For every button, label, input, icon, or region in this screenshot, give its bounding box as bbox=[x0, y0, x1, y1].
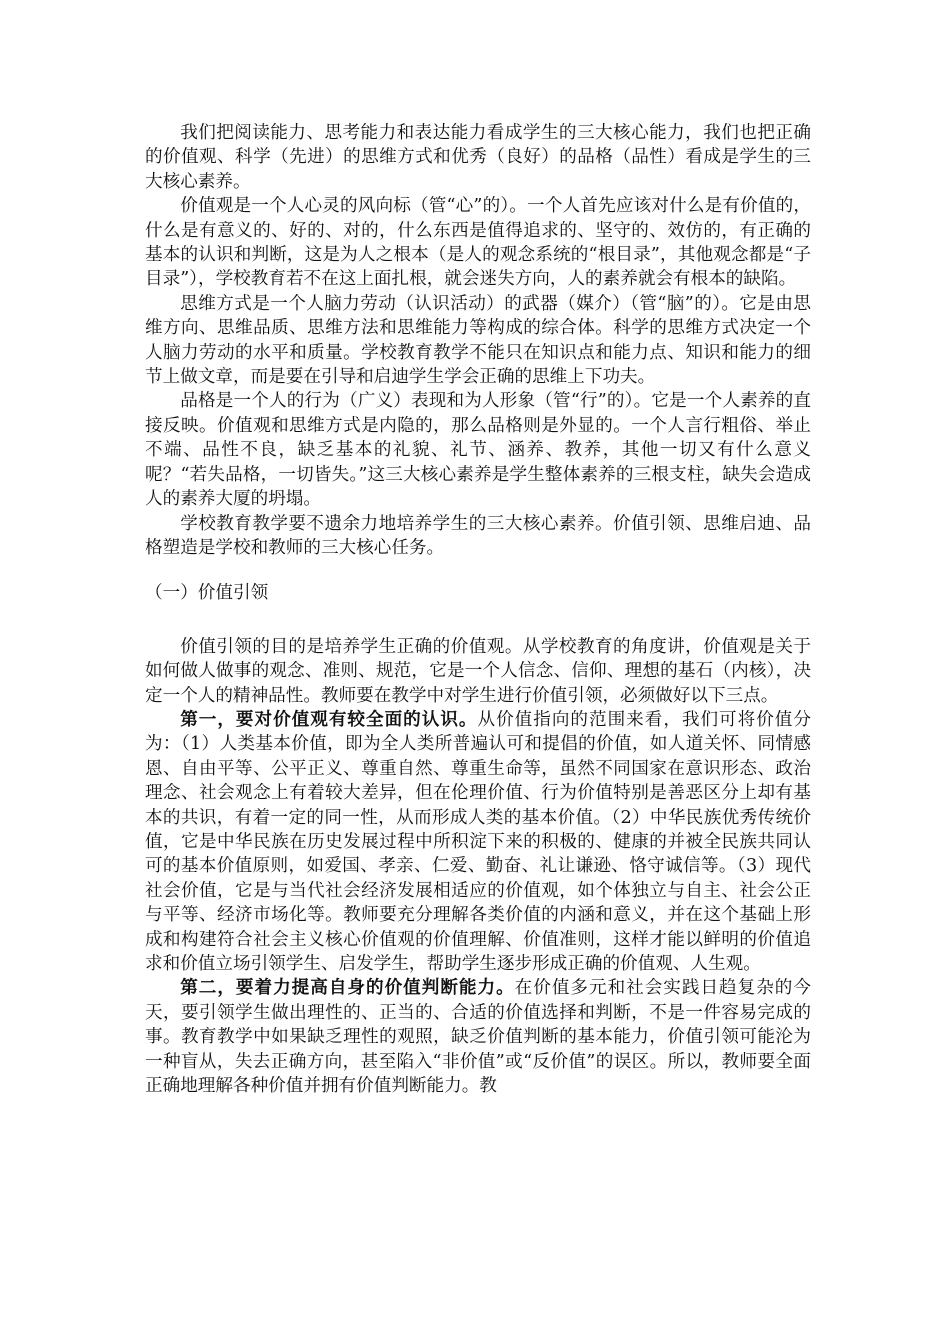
paragraph-values: 价值观是一个人心灵的风向标（管“心”的）。一个人首先应该对什么是有价值的，什么是有意义的、好的、对的，什么东西是值得追求的、坚守的、效仿的，有正确的基本的认识和判断，这是为人之根本（是人的观念系统的“根目录”，其他观念都是“子目录”），学校教育若不在这上面扎根，就会迷失方向，人的素养就会有根本的缺陷。 bbox=[145, 196, 811, 290]
paragraph-character: 品格是一个人的行为（广义）表现和为人形象（管“行”的）。它是一个人素养的直接反映。价值观和思维方式是内隐的，那么品格则是外显的。一个人言行粗俗、举止不端、品性不良，缺乏基本的礼貌、礼节、涵养、教养，其他一切又有什么意义呢？“若失品格，一切皆失。”这三大核心素养是学生整体素养的三根支柱，缺失会造成人的素养大厦的坍塌。 bbox=[145, 391, 811, 510]
point-one-body: 从价值指向的范围来看，我们可将价值分为：（1）人类基本价值，即为全人类所普遍认可和提倡的价值，如人道关怀、同情感恩、自由平等、公平正义、尊重自然、尊重生命等，虽然不同国家在意识形态、政治理念、社会观念上有着较大差异，但在伦理价值、行为价值特别是善恶区分上却有基本的共识，有着一定的同一性，从而形成人类的基本价值。（2）中华民族优秀传统价值，它是中华民族在历史发展过程中所积淀下来的积极的、健康的并被全民族共同认可的基本价值原则，如爱国、孝亲、仁爱、勤奋、礼让谦逊、恪守诚信等。（3）现代社会价值，它是与当代社会经济发展相适应的价值观，如个体独立与自主、社会公正与平等、经济市场化等。教师要充分理解各类价值的内涵和意义，并在这个基础上形成和构建符合社会主义核心价值观的价值理解、价值准则，这样才能以鲜明的价值追求和价值立场引领学生、启发学生，帮助学生逐步形成正确的价值观、人生观。 bbox=[145, 709, 811, 974]
paragraph-core-competencies: 我们把阅读能力、思考能力和表达能力看成学生的三大核心能力，我们也把正确的价值观、科学（先进）的思维方式和优秀（良好）的品格（品性）看成是学生的三大核心素养。 bbox=[145, 123, 811, 192]
point-one-lead: 第一，要对价值观有较全面的认识。 bbox=[180, 708, 478, 730]
point-two-lead: 第二，要着力提高自身的价值判断能力。 bbox=[180, 977, 515, 999]
point-two-body: 在价值多元和社会实践日趋复杂的今天，要引领学生做出理性的、正当的、合适的价值选择和判断，不是一件容易完成的事。教育教学中如果缺乏理性的观照，缺乏价值判断的基本能力，价值引领可能沦为一种盲从，失去正确方向，甚至陷入“非价值”或“反价值”的误区。所以，教师要全面正确地理解各种价值并拥有价值判断能力。教 bbox=[145, 978, 811, 1097]
paragraph-point-one bbox=[145, 708, 811, 976]
paragraph-point-two bbox=[145, 976, 811, 1098]
paragraph-school-tasks: 学校教育教学要不遗余力地培养学生的三大核心素养。价值引领、思维启迪、品格塑造是学校和教师的三大核心任务。 bbox=[145, 513, 811, 558]
document-page bbox=[145, 121, 811, 1098]
paragraph-value-guidance-intro: 价值引领的目的是培养学生正确的价值观。从学校教育的角度讲，价值观是关于如何做人做事的观念、准则、规范，它是一个人信念、信仰、理想的基石（内核），决定一个人的精神品性。教师要在教学中对学生进行价值引领，必须做好以下三点。 bbox=[145, 636, 811, 706]
section-heading: （一）价值引领 bbox=[145, 583, 269, 604]
paragraph-thinking: 思维方式是一个人脑力劳动（认识活动）的武器（媒介）（管“脑”的）。它是由思维方向、思维品质、思维方法和思维能力等构成的综合体。科学的思维方式决定一个人脑力劳动的水平和质量。学校教育教学不能只在知识点和能力点、知识和能力的细节上做文章，而是要在引导和启迪学生学会正确的思维上下功夫。 bbox=[145, 293, 811, 388]
